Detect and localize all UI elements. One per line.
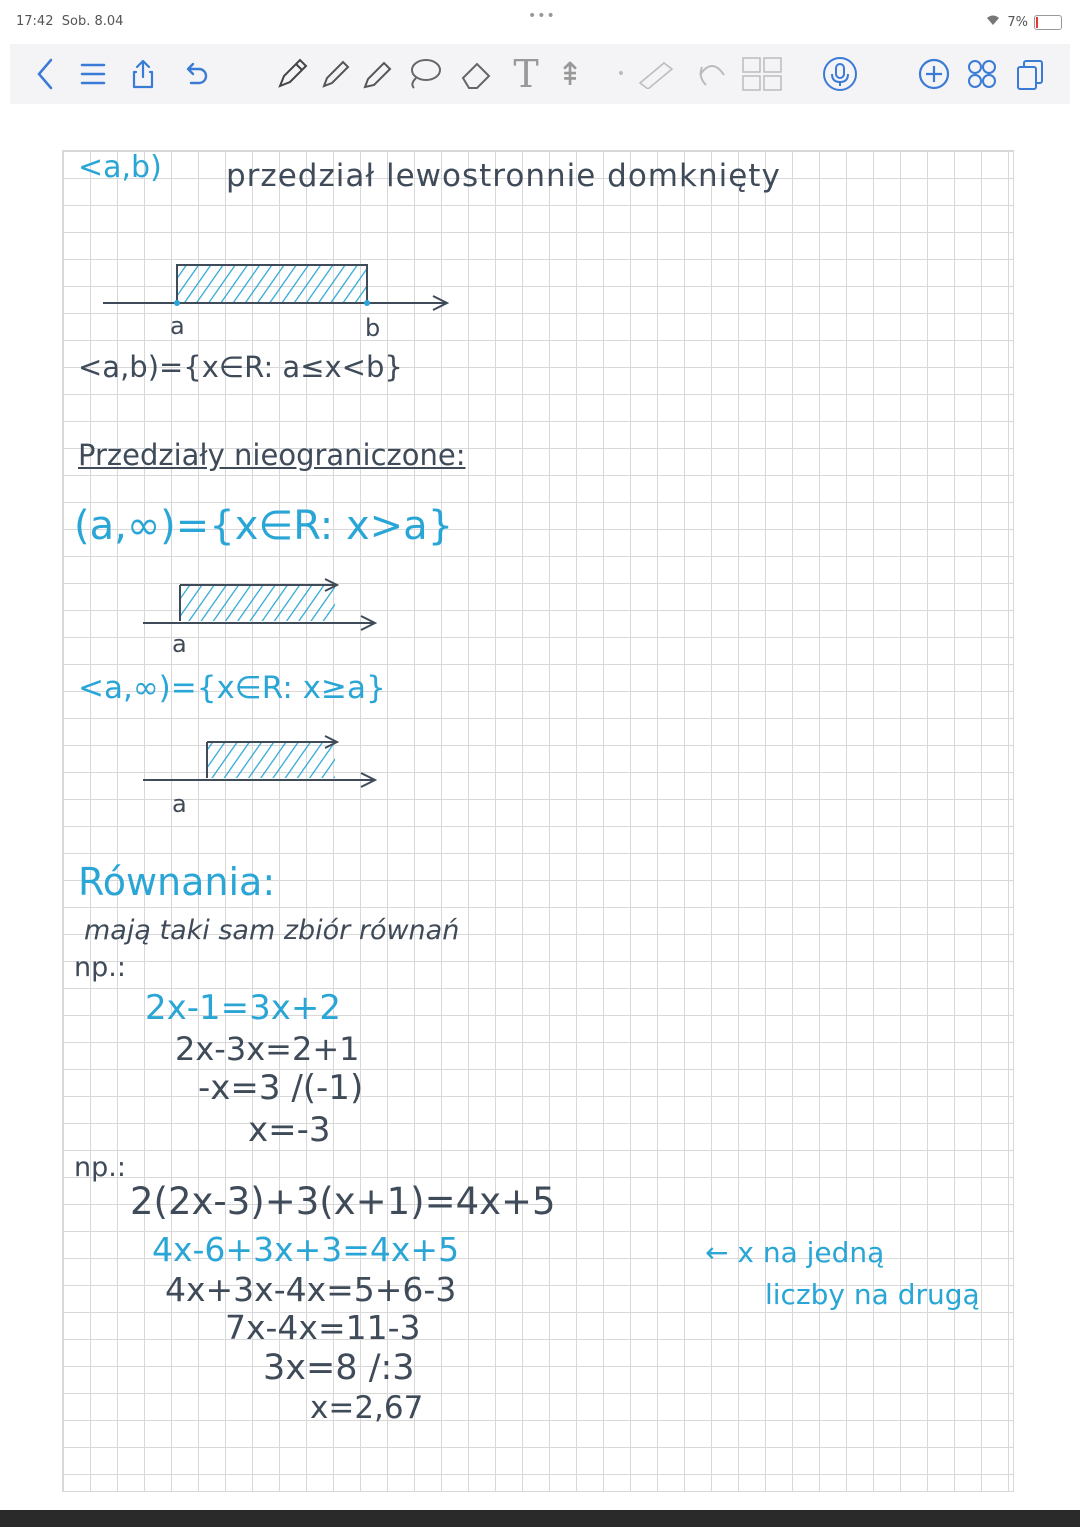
equations-heading: Równania: <box>78 860 276 904</box>
highlighter-icon[interactable] <box>358 54 398 94</box>
shapes-icon[interactable]: ⇞ <box>556 55 584 93</box>
eq2-line-5: 3x=8 /:3 <box>263 1348 415 1388</box>
interval-hatch <box>180 585 335 621</box>
label-a-1: a <box>170 312 185 340</box>
eq2-line-1: 2(2x-3)+3(x+1)=4x+5 <box>130 1180 556 1223</box>
image-icon[interactable] <box>738 54 786 94</box>
pencil-icon[interactable] <box>316 54 356 94</box>
undo-icon[interactable] <box>180 54 214 94</box>
pages-grid-icon[interactable] <box>962 54 1002 94</box>
wifi-icon <box>985 14 1001 30</box>
status-time: 17:42 Sob. 8.04 <box>16 14 124 29</box>
eq1-line-4: x=-3 <box>248 1110 331 1150</box>
pen-icon[interactable] <box>272 54 312 94</box>
interval-hatch <box>177 265 367 303</box>
share-icon[interactable] <box>126 54 160 94</box>
number-line-closed-open <box>95 255 465 325</box>
microphone-icon[interactable] <box>818 54 862 94</box>
elements-icon[interactable] <box>690 54 734 94</box>
interval-hatch <box>207 742 335 778</box>
point-a <box>174 300 180 306</box>
label-b-1: b <box>365 314 381 342</box>
battery-icon <box>1034 15 1062 30</box>
example-label-1: np.: <box>74 952 126 983</box>
copy-icon[interactable] <box>1010 54 1050 94</box>
bottom-edge <box>0 1510 1080 1527</box>
definition-open-infinite: (a,∞)={x∈R: x>a} <box>74 503 454 549</box>
add-page-icon[interactable] <box>914 54 954 94</box>
label-a-3: a <box>172 790 187 818</box>
example-label-2: np.: <box>74 1152 126 1183</box>
definition-closed-infinite: <a,∞)={x∈R: x≥a} <box>78 670 386 706</box>
eq2-line-3: 4x+3x-4x=5+6-3 <box>165 1270 457 1309</box>
eq1-line-1: 2x-1=3x+2 <box>145 988 342 1028</box>
label-a-2: a <box>172 630 187 658</box>
eq1-line-3: -x=3 /(-1) <box>198 1068 364 1108</box>
definition-closed-open: <a,b)={x∈R: a≤x<b} <box>78 350 403 384</box>
battery-percent: 7% <box>1007 14 1028 30</box>
interval-notation: <a,b) <box>78 150 162 185</box>
eq2-line-6: x=2,67 <box>310 1390 424 1426</box>
ruler-icon[interactable] <box>634 54 678 94</box>
menu-icon[interactable] <box>76 54 110 94</box>
multitasking-dots-icon[interactable]: ••• <box>528 8 556 24</box>
point-b <box>364 300 370 306</box>
unbounded-heading: Przedziały nieograniczone: <box>78 438 466 472</box>
equations-description: mają taki sam zbiór równań <box>84 915 460 946</box>
interval-title: przedział lewostronnie domknięty <box>226 158 781 194</box>
side-note-2: liczby na drugą <box>765 1278 980 1311</box>
text-icon[interactable]: T <box>513 52 539 96</box>
color-dot-icon[interactable]: • <box>616 66 626 82</box>
back-chevron-icon[interactable] <box>30 54 60 94</box>
eq2-line-4: 7x-4x=11-3 <box>225 1308 421 1347</box>
lasso-icon[interactable] <box>402 54 446 94</box>
eq2-line-2: 4x-6+3x+3=4x+5 <box>152 1230 460 1269</box>
side-note-1: ← x na jedną <box>705 1236 885 1269</box>
eq1-line-2: 2x-3x=2+1 <box>175 1030 360 1068</box>
toolbar <box>10 44 1070 104</box>
battery-indicator <box>985 14 1062 30</box>
status-bar <box>0 0 1080 44</box>
eraser-icon[interactable] <box>454 54 498 94</box>
